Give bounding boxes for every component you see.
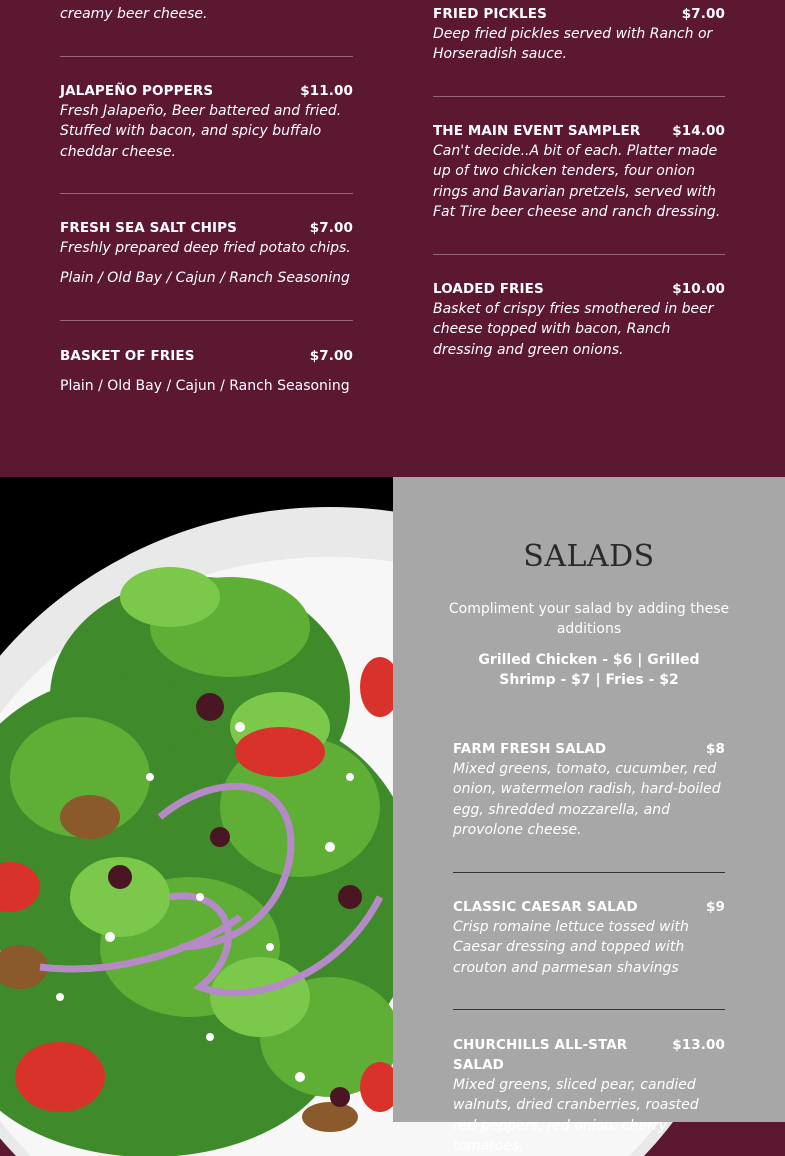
menu-item-price: $7.00 (309, 220, 353, 236)
menu-item-price: $10.00 (672, 281, 725, 297)
menu-item-name: FARM FRESH SALAD (453, 741, 607, 757)
menu-item-jalapeno-poppers (60, 81, 353, 162)
menu-item-name: FRESH SEA SALT CHIPS (60, 220, 237, 236)
menu-item-name: BASKET OF FRIES (60, 348, 195, 364)
divider (60, 320, 353, 321)
menu-item-main-event-sampler (433, 121, 725, 222)
menu-item-description: Deep fried pickles served with Ranch or Horseradish sauce. (433, 26, 713, 63)
divider (60, 193, 353, 194)
addons-intro: Compliment your salad by adding these additions (448, 601, 730, 637)
menu-item-name: CLASSIC CAESAR SALAD (453, 899, 638, 915)
menu-item-loaded-fries (433, 279, 725, 360)
seasoning-options: Plain / Old Bay / Cajun / Ranch Seasoning (60, 270, 350, 287)
menu-item-name: CHURCHILLS ALL-STAR SALAD (453, 1037, 628, 1073)
menu-item-name: THE MAIN EVENT SAMPLER (433, 123, 641, 139)
menu-item-price: $14.00 (672, 123, 725, 139)
menu-item-description: Freshly prepared deep fried potato chips. (60, 240, 351, 256)
salads-section (0, 477, 785, 1154)
divider (433, 254, 725, 255)
menu-item-classic-caesar-salad (453, 897, 725, 978)
menu-item-description: creamy beer cheese. (60, 6, 208, 22)
divider (453, 1009, 725, 1010)
menu-item-price: $8 (706, 741, 725, 757)
divider (433, 96, 725, 97)
menu-item-description: Fresh Jalapeño, Beer battered and fried. Stuffed with bacon, and spicy buffalo cheddar cheese. (60, 103, 342, 160)
menu-item-name: FRIED PICKLES (433, 6, 547, 22)
salads-panel (393, 477, 785, 1154)
menu-item-price: $7.00 (681, 6, 725, 22)
menu-item-price: $9 (706, 899, 725, 915)
menu-item-description: Crisp romaine lettuce tossed with Caesar dressing and topped with crouton and parmesan shavings (453, 919, 689, 976)
divider (60, 56, 353, 57)
menu-item-description: Can't decide..A bit of each. Platter made up of two chicken tenders, four onion rings and Bavarian pretzels, served with Fat Tire beer cheese and ranch dressing. (433, 143, 721, 220)
seasoning-options: Plain / Old Bay / Cajun / Ranch Seasoning (60, 378, 350, 394)
divider (453, 872, 725, 873)
menu-item-description: Mixed greens, sliced pear, candied walnuts, dried cranberries, roasted red peppers, red onion, cherry tomatoes, (453, 1077, 699, 1154)
menu-item-sea-salt-chips (60, 218, 353, 289)
menu-item-description: Mixed greens, tomato, cucumber, red onion, watermelon radish, hard-boiled egg, shredded mozzarella, and provolone cheese. (453, 761, 721, 838)
menu-item-price: $13.00 (672, 1037, 725, 1053)
menu-item-price: $11.00 (300, 83, 353, 99)
salad-photo (0, 477, 393, 1122)
menu-item-name: JALAPEÑO POPPERS (60, 83, 214, 99)
menu-item-price: $7.00 (309, 348, 353, 364)
menu-item-name: LOADED FRIES (433, 281, 544, 297)
menu-item-churchills-all-star-salad (453, 1035, 725, 1156)
menu-item-description: Basket of crispy fries smothered in beer cheese topped with bacon, Ranch dressing and green onions. (433, 301, 714, 358)
menu-item-basket-of-fries (60, 346, 353, 396)
menu-item-farm-fresh-salad (453, 739, 725, 840)
appetizers-section (0, 0, 785, 477)
section-title: SALADS (523, 539, 655, 574)
menu-item-fried-pickles (433, 4, 725, 65)
addons-list: Grilled Chicken - $6 | Grilled Shrimp - $7 | Fries - $2 (478, 652, 700, 688)
